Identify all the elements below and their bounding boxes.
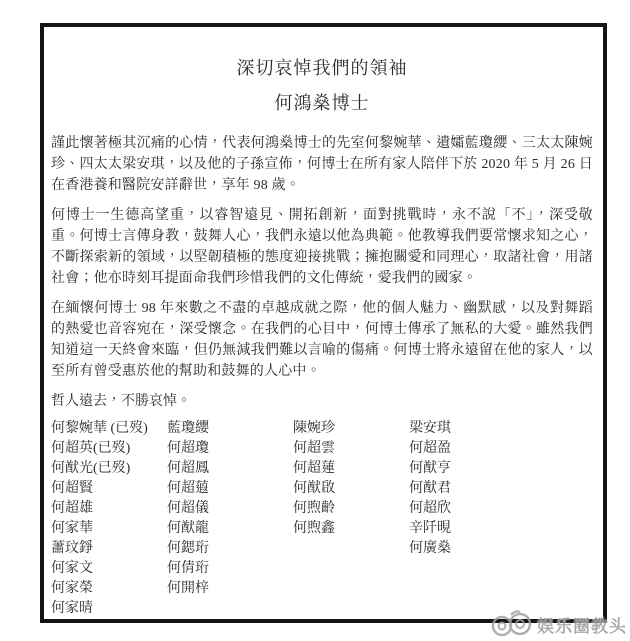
- family-member-name: 何超瓊: [167, 441, 209, 456]
- family-member-name: 何家晴: [51, 601, 93, 616]
- family-member-name: 何猷君: [409, 481, 451, 496]
- family-member-name: 何煦齡: [293, 501, 335, 516]
- family-column-first-house: [51, 419, 167, 619]
- family-member-name: 何廣燊: [409, 541, 451, 556]
- announcement-paragraph: 謹此懷著極其沉痛的心情，代表何鴻燊博士的先室何黎婉華、遺孀藍瓊纓、三太太陳婉珍、四太太梁安琪，以及他的子孫宣佈，何博士在所有家人陪伴下於 2020 年 5 月 26 日在香港養和醫院安詳辭世，享年 98 歲。: [51, 136, 593, 193]
- family-member-name: 辛阡晛: [409, 521, 451, 536]
- notice-subtitle-name: 何鴻燊博士: [274, 93, 370, 113]
- family-member-name: 何超欣: [409, 501, 451, 516]
- family-member-name: 何超盈: [409, 441, 451, 456]
- remembrance-paragraph: 在緬懷何博士 98 年來數之不盡的卓越成就之際，他的個人魅力、幽默感，以及對舞蹈的熱愛也音容宛在，深受懷念。在我們的心目中，何博士傳承了無私的大愛。雖然我們知道這一天終會來臨，但仍無減我們難以言喻的傷痛。何博士將永遠留在他的家人，以至所有曾受惠於他的幫助和鼓舞的人心中。: [51, 301, 593, 379]
- family-member-name: 何超鳳: [167, 461, 209, 476]
- family-member-name: 何煦鑫: [293, 521, 335, 536]
- obituary-notice-box: [40, 23, 607, 623]
- family-member-name: 何家華: [51, 521, 93, 536]
- family-member-name: 藍瓊纓: [167, 421, 209, 436]
- family-column-second-house: [167, 419, 293, 619]
- family-member-name: 何家文: [51, 561, 93, 576]
- family-member-name: 何猷龍: [167, 521, 209, 536]
- family-member-name: 何超英(已歿): [51, 441, 131, 456]
- family-member-name: 何超雄: [51, 501, 93, 516]
- family-member-name: 梁安琪: [409, 421, 451, 436]
- family-member-name: 陳婉珍: [293, 421, 335, 436]
- family-member-name: 何超儀: [167, 501, 209, 516]
- family-member-name: 何開梓: [167, 581, 209, 596]
- family-member-name: 蕭玟錚: [51, 541, 93, 556]
- family-member-name: 何超蓮: [293, 461, 335, 476]
- family-member-name: 何黎婉華 (已歿): [51, 421, 148, 436]
- family-member-name: 何倩珩: [167, 561, 209, 576]
- farewell-line: 哲人遠去，不勝哀悼。: [51, 394, 191, 409]
- tribute-paragraph: 何博士一生德高望重，以睿智遠見、開拓創新，面對挑戰時，永不說「不」，深受敬重。何博士言傳身教，鼓舞人心，我們永遠以他為典範。他教導我們要常懷求知之心，不斷探索新的領域，以堅韌積極的態度迎接挑戰；擁抱關愛和同理心，取諸社會，用諸社會；他亦時刻耳提面命我們珍惜我們的文化傳統，愛我們的國家。: [51, 208, 593, 286]
- family-member-name: 何超雲: [293, 441, 335, 456]
- family-column-third-house: [293, 419, 409, 619]
- family-name-grid: [51, 419, 593, 619]
- notice-title: 深切哀悼我們的領袖: [236, 58, 408, 78]
- family-member-name: 何超蕸: [167, 481, 209, 496]
- watermark-text: 娱乐圈教头: [537, 616, 627, 636]
- family-member-name: 何猷亨: [409, 461, 451, 476]
- family-column-fourth-house: [409, 419, 593, 619]
- family-member-name: 何鍶珩: [167, 541, 209, 556]
- family-member-name: 何超賢: [51, 481, 93, 496]
- family-member-name: 何家榮: [51, 581, 93, 596]
- family-member-name: 何猷啟: [293, 481, 335, 496]
- family-member-name: 何猷光(已歿): [51, 461, 131, 476]
